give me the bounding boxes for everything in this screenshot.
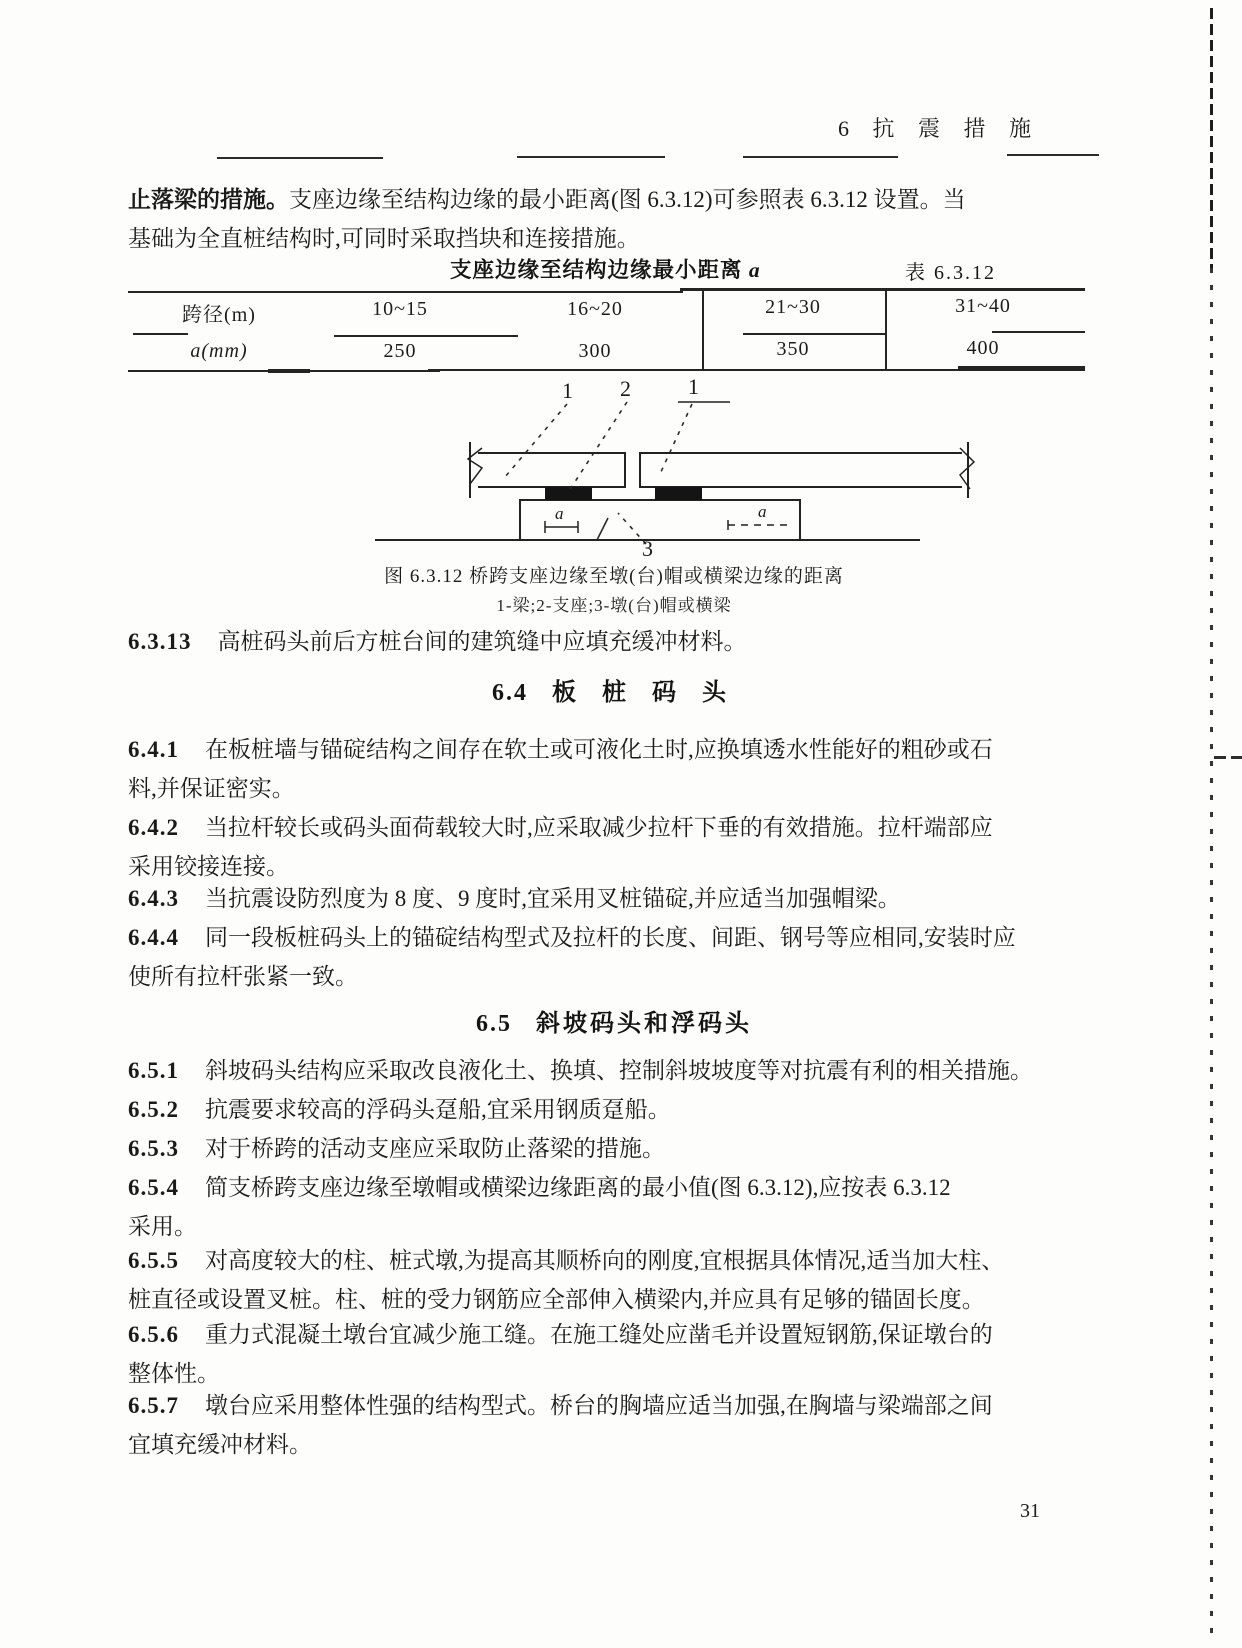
figure-callout-1-right: 1 xyxy=(688,374,699,399)
header-rule-segment xyxy=(1007,154,1099,156)
clause-text: 对高度较大的柱、桩式墩,为提高其顺桥向的刚度,宜根据具体情况,适当加大柱、 xyxy=(205,1248,1005,1273)
bridge-bearing-figure xyxy=(370,372,1010,557)
table-border xyxy=(885,288,887,370)
table-border xyxy=(743,333,886,335)
clause-text: 在板桩墙与锚碇结构之间存在软土或可液化土时,应换填透水性能好的粗砂或石 xyxy=(205,737,993,762)
intro-bold-lead: 止落梁的措施。 xyxy=(128,187,289,212)
clause-6-4-1 xyxy=(128,730,1050,808)
figure-dim-a-left: a xyxy=(555,504,564,523)
clause-6-4-2 xyxy=(128,808,1050,886)
table-border xyxy=(958,366,1085,371)
table-value-cell: 250 xyxy=(383,340,417,362)
section-title: 板 桩 码 头 xyxy=(552,680,736,706)
chapter-header: 6 抗 震 措 施 xyxy=(837,116,1040,141)
table-border xyxy=(334,335,518,337)
row-label-a-mm: a(mm) xyxy=(190,340,248,362)
clause-6-4-3 xyxy=(128,879,1050,918)
clause-6-3-13 xyxy=(128,622,1050,661)
clause-text: 墩台应采用整体性强的结构型式。桥台的胸墙应适当加强,在胸墙与梁端部之间 xyxy=(205,1393,993,1418)
clause-number: 6.5.5 xyxy=(128,1248,179,1273)
figure-caption: 图 6.3.12 桥跨支座边缘至墩(台)帽或横梁边缘的距离 xyxy=(384,566,844,587)
clause-text: 宜填充缓冲材料。 xyxy=(128,1432,312,1457)
table-border xyxy=(128,291,683,293)
table-border xyxy=(133,333,188,335)
figure-callout-1-left: 1 xyxy=(562,378,573,403)
intro-line-2: 基础为全直桩结构时,可同时采取挡块和连接措施。 xyxy=(128,226,640,251)
scan-artifact-dash xyxy=(1214,756,1242,759)
table-col-header: 31~40 xyxy=(955,295,1011,317)
clause-number: 6.5.1 xyxy=(128,1058,179,1083)
bearing-right xyxy=(655,487,702,500)
figure-drawing xyxy=(370,372,1010,557)
clause-text: 高桩码头前后方桩台间的建筑缝中应填充缓冲材料。 xyxy=(217,629,747,654)
scan-artifact-line xyxy=(1210,8,1213,268)
table-col-header: 跨径(m) xyxy=(182,304,256,326)
clause-text: 重力式混凝土墩台宜减少施工缝。在施工缝处应凿毛并设置短钢筋,保证墩台的 xyxy=(205,1322,993,1347)
table-col-header: 10~15 xyxy=(372,298,428,320)
table-border xyxy=(428,369,963,371)
clause-text: 斜坡码头结构应采取改良液化土、换填、控制斜坡坡度等对抗震有利的相关措施。 xyxy=(205,1058,1033,1083)
clause-6-5-6 xyxy=(128,1315,1050,1393)
min-distance-table xyxy=(128,288,1085,372)
figure-legend: 1-梁;2-支座;3-墩(台)帽或横梁 xyxy=(496,596,732,615)
clause-text: 整体性。 xyxy=(128,1361,220,1386)
table-col-header: 21~30 xyxy=(765,296,821,318)
section-number: 6.4 xyxy=(492,680,528,706)
section-title: 斜坡码头和浮码头 xyxy=(536,1011,752,1037)
clause-text: 当抗震设防烈度为 8 度、9 度时,宜采用叉桩锚碇,并应适当加强帽梁。 xyxy=(205,886,901,911)
header-rule-segment xyxy=(743,156,898,158)
clause-text: 采用铰接连接。 xyxy=(128,854,289,879)
clause-text: 简支桥跨支座边缘至墩帽或横梁边缘距离的最小值(图 6.3.12),应按表 6.3.12 xyxy=(205,1175,951,1200)
intro-line-1 xyxy=(128,180,1050,219)
intro-paragraph xyxy=(128,180,1050,258)
table-value-cell: 300 xyxy=(578,340,612,362)
table-value-cell: 400 xyxy=(966,337,1000,359)
clause-number: 6.5.7 xyxy=(128,1393,179,1418)
clause-number: 6.4.4 xyxy=(128,925,179,950)
table-border xyxy=(702,288,704,370)
clause-number: 6.4.1 xyxy=(128,737,179,762)
scan-artifact-line xyxy=(1210,268,1213,1640)
intro-line1-text: 支座边缘至结构边缘的最小距离(图 6.3.12)可参照表 6.3.12 设置。当 xyxy=(289,187,966,212)
clause-number: 6.5.6 xyxy=(128,1322,179,1347)
table-value-cell: 350 xyxy=(776,338,810,360)
figure-callout-2: 2 xyxy=(620,376,631,401)
header-rule-segment xyxy=(217,157,383,159)
clause-text: 使所有拉杆张紧一致。 xyxy=(128,964,358,989)
table-title xyxy=(450,253,761,284)
bearing-left xyxy=(545,487,592,500)
clause-number: 6.5.2 xyxy=(128,1097,179,1122)
clause-6-5-2 xyxy=(128,1090,1050,1129)
clause-number: 6.3.13 xyxy=(128,629,192,654)
clause-text: 当拉杆较长或码头面荷载较大时,应采取减少拉杆下垂的有效措施。拉杆端部应 xyxy=(205,815,993,840)
table-col-header: 16~20 xyxy=(567,298,623,320)
clause-text: 同一段板桩码头上的锚碇结构型式及拉杆的长度、间距、钢号等应相同,安装时应 xyxy=(205,925,1016,950)
table-number-label: 表 6.3.12 xyxy=(905,262,996,284)
table-border xyxy=(268,369,310,373)
figure-dim-a-right: a xyxy=(758,502,767,521)
table-border xyxy=(680,288,1085,291)
table-border xyxy=(992,331,1085,333)
clause-text: 料,并保证密实。 xyxy=(128,776,295,801)
section-number: 6.5 xyxy=(476,1011,512,1037)
clause-text: 抗震要求较高的浮码头趸船,宜采用钢质趸船。 xyxy=(205,1097,671,1122)
clause-6-5-1 xyxy=(128,1051,1050,1090)
section-heading-6-5 xyxy=(158,1003,1070,1038)
section-heading-6-4 xyxy=(158,672,1070,707)
clause-6-4-4 xyxy=(128,918,1050,996)
clause-number: 6.4.2 xyxy=(128,815,179,840)
clause-6-5-4 xyxy=(128,1168,1050,1246)
clause-text: 对于桥跨的活动支座应采取防止落梁的措施。 xyxy=(205,1136,665,1161)
clause-number: 6.4.3 xyxy=(128,886,179,911)
table-title-symbol: a xyxy=(748,258,761,282)
clause-number: 6.5.3 xyxy=(128,1136,179,1161)
table-row-label xyxy=(149,340,289,363)
clause-text: 采用。 xyxy=(128,1214,197,1239)
clause-6-5-5 xyxy=(128,1241,1050,1319)
clause-6-5-7 xyxy=(128,1386,1050,1464)
header-rule-segment xyxy=(517,156,665,158)
page-number: 31 xyxy=(1020,1500,1040,1522)
clause-number: 6.5.4 xyxy=(128,1175,179,1200)
table-title-text: 支座边缘至结构边缘最小距离 xyxy=(450,258,743,282)
clause-6-5-3 xyxy=(128,1129,1050,1168)
figure-callout-3: 3 xyxy=(642,536,653,557)
clause-text: 桩直径或设置叉桩。柱、桩的受力钢筋应全部伸入横梁内,并应具有足够的锚固长度。 xyxy=(128,1287,985,1312)
